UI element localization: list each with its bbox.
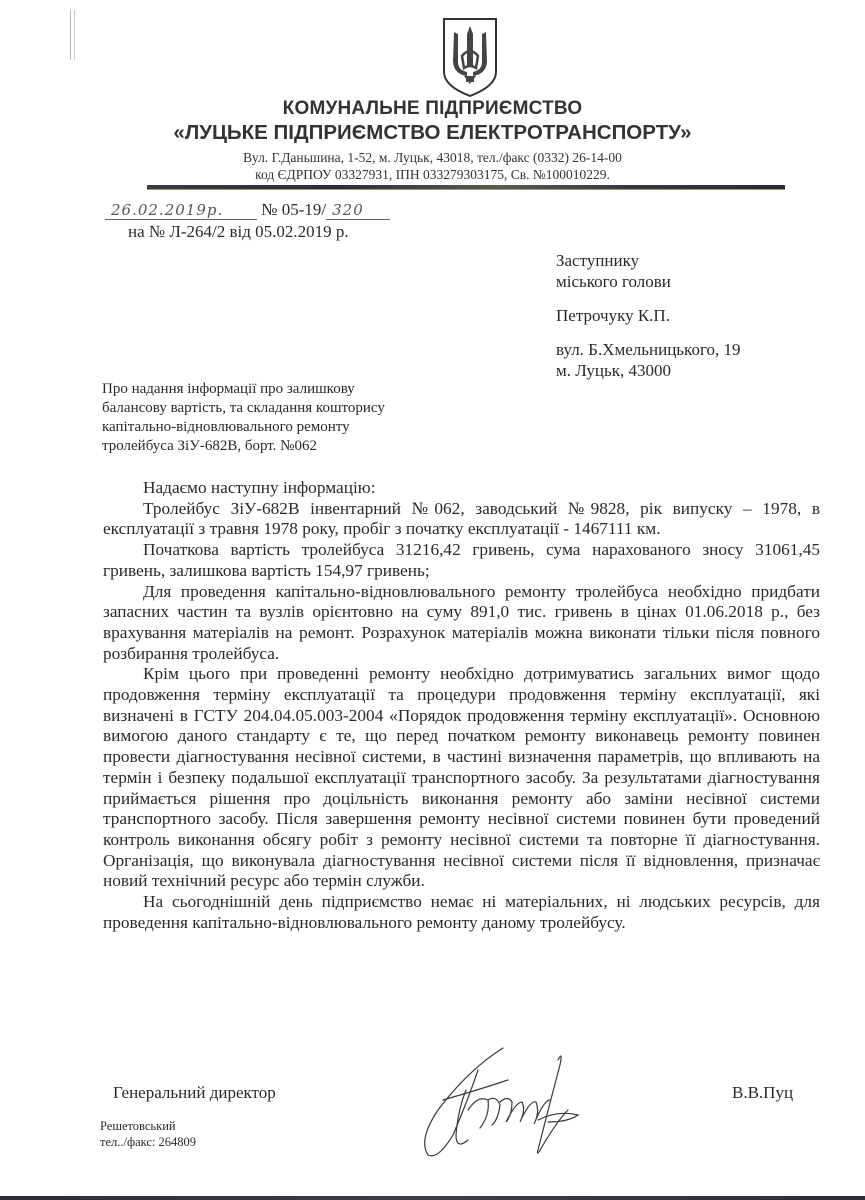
org-codes: код ЄДРПОУ 03327931, ІПН 033279303175, Св. №100010229.	[255, 167, 610, 182]
signatory-name: В.В.Пуц	[732, 1083, 794, 1102]
letter-body	[103, 478, 820, 933]
outgoing-number-prefix: № 05-19/	[261, 200, 327, 219]
subject-line: Про надання інформації про залишкову	[102, 381, 355, 397]
body-paragraph: Початкова вартість тролейбуса 31216,42 гривень, сума нарахованого зносу 31061,45 гривень, залишкова вартість 154,97 гривень;	[103, 540, 820, 580]
signatory-title: Генеральний директор	[113, 1083, 276, 1102]
recipient-street: вул. Б.Хмельницького, 19	[556, 340, 741, 359]
subject-line: балансову вартість, та складання кошторису	[102, 400, 385, 416]
handwritten-signature-icon	[408, 1040, 608, 1170]
recipient-name: Петрочуку К.П.	[556, 306, 670, 325]
executor-info	[100, 1118, 196, 1150]
subject-line: тролейбуса ЗіУ-682В, борт. №062	[102, 438, 317, 454]
org-type: КОМУНАЛЬНЕ ПІДПРИЄМСТВО	[282, 98, 583, 119]
trident-emblem-icon	[440, 16, 500, 98]
handwritten-date: 26.02.2019р.	[105, 201, 257, 220]
executor-name: Решетовський	[100, 1119, 176, 1133]
recipient-address	[556, 339, 741, 381]
org-address: Вул. Г.Даньшина, 1-52, м. Луцьк, 43018, тел./факс (0332) 26-14-00	[243, 150, 622, 165]
recipient-city: м. Луцьк, 43000	[556, 361, 671, 380]
recipient-position-line2: міського голови	[556, 272, 671, 291]
org-name: «ЛУЦЬКЕ ПІДПРИЄМСТВО ЕЛЕКТРОТРАНСПОРТУ»	[173, 121, 692, 144]
recipient-position	[556, 250, 671, 292]
incoming-reference: на № Л-264/2 від 05.02.2019 р.	[128, 222, 349, 241]
header-rule	[147, 185, 785, 190]
executor-phone: тел../факс: 264809	[100, 1135, 197, 1149]
subject-line: капітально-відновлювального ремонту	[102, 419, 350, 435]
outgoing-registration	[105, 200, 390, 220]
body-paragraph: Крім цього при проведенні ремонту необхідно дотримуватись загальних вимог щодо продовження терміну експлуатації та процедури продовження терміну експлуатації, які визначені в ГСТУ 204.04.05.003-2004 «Порядок продовження терміну експлуатації». Основною вимогою даного стандарту є те, що перед початком ремонту виконавець ремонту повинен провести діагностування несівної системи, в частині визначення параметрів, що впливають на термін і безпеку подальшої експлуатації транспортного засобу. За результатами діагностування приймається рішення про доцільність виконання ремонту або заміни несівної системи транспортного засобу. Після завершення ремонту несівної системи повинен бути проведений контроль виконання обсягу робіт з ремонту несівної системи та повторне її діагностування. Організація, що виконувала діагностування несівної системи після її відновлення, призначає новий технічний ресурс або термін служби.	[103, 664, 820, 891]
body-paragraph: Надаємо наступну інформацію:	[143, 478, 376, 497]
binding-mark	[70, 10, 75, 60]
scan-edge-band	[0, 1196, 865, 1200]
body-paragraph: Тролейбус ЗіУ-682В інвентарний №062, заводський №9828, рік випуску – 1978, в експлуатації з травня 1978 року, пробіг з початку експлуатації - 1467111 км.	[103, 498, 820, 539]
body-paragraph: Для проведення капітально-відновлювального ремонту тролейбуса необхідно придбати запасних частин та вузлів орієнтовно на суму 891,0 тис. гривень в цінах 01.06.2018 р., без врахування матеріалів на ремонт. Розрахунок матеріалів можна виконати тільки після повного розбирання тролейбуса.	[103, 581, 820, 663]
recipient-position-line1: Заступнику	[556, 251, 640, 270]
handwritten-number: 320	[326, 201, 390, 220]
body-paragraph: На сьогоднішній день підприємство немає ні матеріальних, ні людських ресурсів, для проведення капітально-відновлювального ремонту даному тролейбусу.	[103, 892, 820, 932]
letter-subject	[102, 380, 442, 456]
